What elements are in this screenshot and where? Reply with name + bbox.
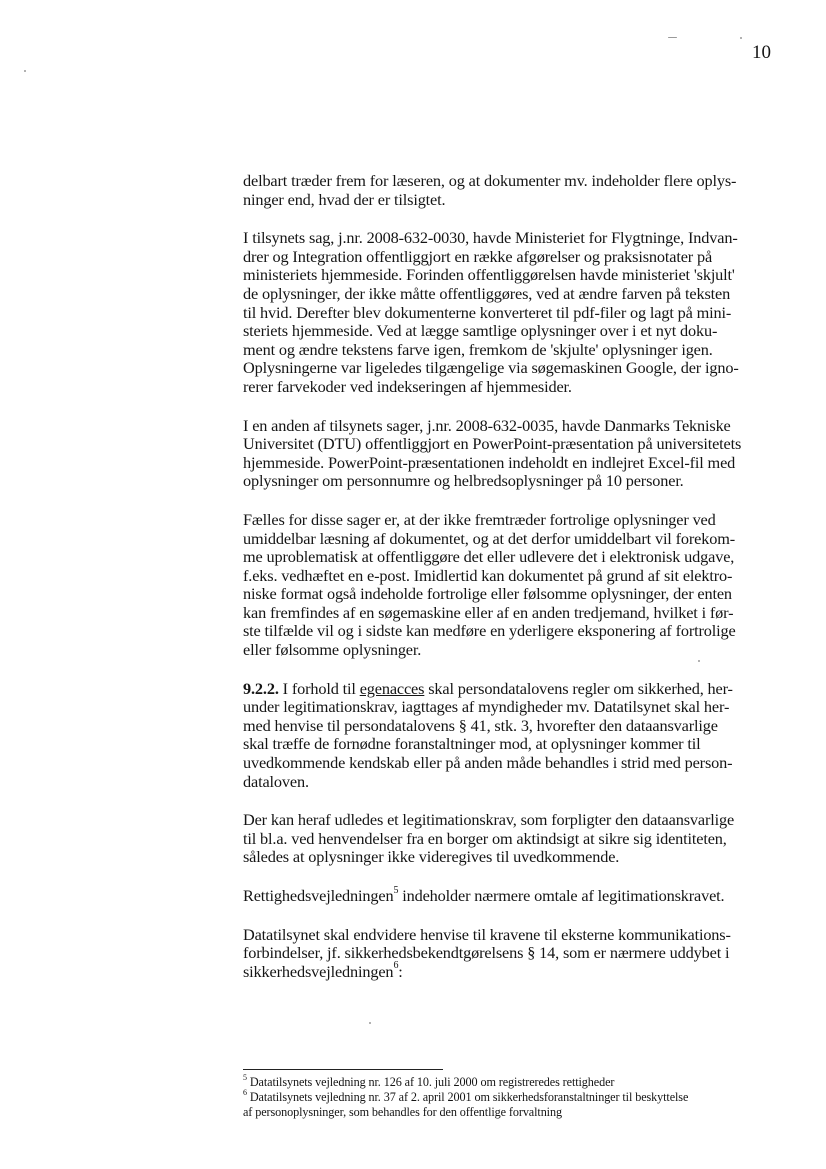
text-line: f.eks. vedhæftet en e-post. Imidlertid kan dokumentet på grund af sit elektro- [243,565,733,585]
footnote-separator [243,1069,443,1070]
paragraph-dtu-case [243,417,773,491]
text-segment: skal persondatalovens regler om sikkerhed, her- [424,678,733,698]
footnotes [243,1072,783,1120]
text-line: hjemmeside. PowerPoint-præsentationen indeholdt en indlejret Excel-fil med [243,452,736,472]
text-line: Der kan heraf udledes et legitimationskrav, som forpligter den dataansvarlige [243,810,735,830]
text-segment: I forhold til [278,678,360,698]
text-line: forbindelser, jf. sikkerhedsbekendtgørelsens § 14, som er nærmere uddybet i [243,943,730,963]
text-line: eller følsomme oplysninger. [243,640,422,660]
text-line: til hvid. Derefter blev dokumenterne konverteret til pdf-filer og lagt på mini- [243,302,732,322]
scan-speck [369,1022,371,1024]
text-line: skal træffe de fornødne foranstaltninger mod, at oplysninger kommer til [243,734,701,754]
footnote-text: Datatilsynets vejledning nr. 37 af 2. april 2001 om sikkerhedsforanstaltninger til beskyttelse [249,1090,689,1104]
section-number: 9.2.2. [243,678,279,698]
text-line: me uproblematisk at offentliggøre det eller udlevere det i elektronisk udgave, [243,547,735,567]
section-9-2-2 [243,680,773,792]
footnote-number: 5 [243,1072,247,1082]
scan-speck [668,37,677,38]
text-line: kan fremfindes af en søgemaskine eller af en anden tredjemand, hvilket i før- [243,602,734,622]
paragraph-legitimation [243,811,773,867]
footnote-5 [243,1072,783,1090]
paragraph-rettighedsvejledning [243,884,773,906]
document-body [243,172,773,981]
text-line: de oplysninger, der ikke måtte offentliggøres, ved at ændre farven på teksten [243,283,731,303]
text-line: steriets hjemmeside. Ved at lægge samtlige oplysninger over i et nyt doku- [243,321,718,341]
footnote-text: Datatilsynets vejledning nr. 126 af 10. juli 2000 om registreredes rettigheder [249,1075,615,1089]
text-line: således at oplysninger ikke videregives til uvedkommende. [243,847,620,867]
text-line: rerer farvekoder ved indekseringen af hjemmesider. [243,376,572,396]
text-line: uvedkommende kendskab eller på anden måde behandles i strid med person- [243,753,733,773]
text-line: umiddelbar læsning af dokumentet, og at det derfor umiddelbart vil forekom- [243,528,735,548]
text-line: I tilsynets sag, j.nr. 2008-632-0030, havde Ministeriet for Flygtninge, Indvan- [243,228,738,248]
text-line: oplysninger om personnumre og helbredsoplysninger på 10 personer. [243,471,684,491]
text-segment: sikkerhedsvejledningen [243,961,394,981]
scan-speck [698,660,700,662]
text-line: ste tilfælde vil og i sidste kan medføre en yderligere eksponering af fortrolige [243,621,736,641]
text-line: delbart træder frem for læseren, og at dokumenter mv. indeholder flere oplys- [243,171,737,190]
text-segment: : [398,961,403,981]
text-line: drer og Integration offentliggjort en række afgørelser og praksisnotater på [243,246,713,266]
text-line: ment og ændre tekstens farve igen, fremkom de 'skjulte' oplysninger igen. [243,339,713,359]
text-line: under legitimationskrav, iagttages af myndigheder mv. Datatilsynet skal her- [243,697,730,717]
footnote-number: 6 [243,1087,247,1097]
text-line: til bl.a. ved henvendelser fra en borger om aktindsigt at sikre sig identiteten, [243,828,727,848]
page-number: 10 [752,42,771,63]
text-line: ninger end, hvad der er tilsigtet. [243,189,446,209]
text-line: med henvise til persondatalovens § 41, stk. 3, hvorefter den dataansvarlige [243,715,718,735]
footnote-text: af personoplysninger, som behandles for den offentlige forvaltning [243,1105,562,1119]
text-line [243,1087,783,1105]
scan-speck [740,37,742,39]
text-line: dataloven. [243,771,309,791]
text-line: Datatilsynet skal endvidere henvise til kravene til eksterne kommunikations- [243,924,731,944]
text-line: I en anden af tilsynets sager, j.nr. 2008-632-0035, havde Danmarks Tekniske [243,415,731,435]
section-first-line [243,680,773,699]
text-segment: indeholder nærmere omtale af legitimationskravet. [398,886,725,905]
text-line: ministeriets hjemmeside. Forinden offentliggørelsen havde ministeriet 'skjult' [243,265,735,285]
text-line [243,1072,783,1090]
text-line: Oplysningerne var ligeledes tilgængelige via søgemaskinen Google, der igno- [243,358,739,378]
text-segment: Rettighedsvejledningen [243,886,394,905]
paragraph-ministry-case [243,229,773,396]
paragraph-common-issue [243,511,773,660]
text-line: Universitet (DTU) offentliggjort en PowerPoint-præsentation på universitetets [243,434,742,454]
paragraph-intro [243,172,773,209]
footnote-reference: 6 [393,960,399,972]
paragraph-kommunikation [243,926,773,982]
footnote-reference: 5 [393,884,399,896]
footnote-6 [243,1087,783,1120]
scan-speck [24,70,26,72]
text-line [243,884,773,906]
text-line [243,960,773,982]
underlined-term: egenacces [359,678,425,698]
text-line: niske format også indeholde fortrolige eller følsomme oplysninger, der enten [243,584,732,604]
text-line: Fælles for disse sager er, at der ikke fremtræder fortrolige oplysninger ved [243,509,716,529]
